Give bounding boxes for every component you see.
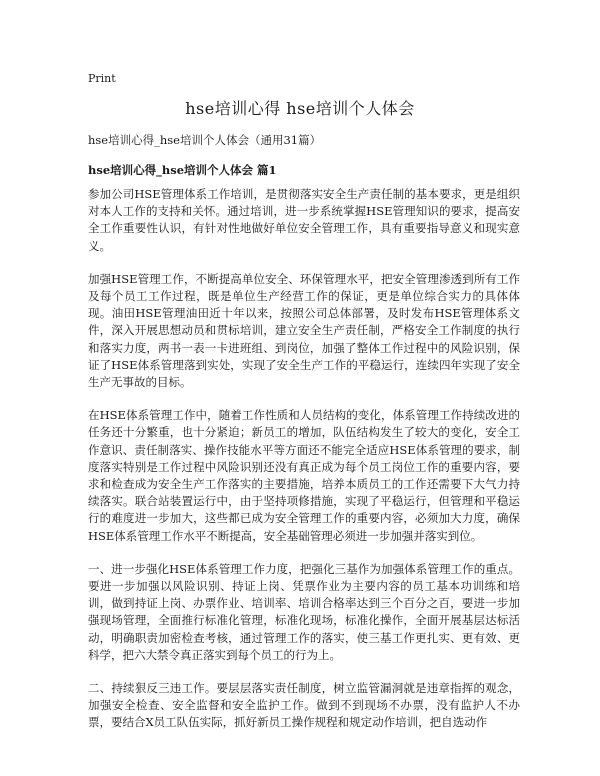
paragraph-1: 参加公司HSE管理体系工作培训，是贯彻落实安全生产责任制的基本要求，更是组织对本人工作的支持和关怀。通过培训，进一步系统掌握HSE管理知识的要求，提高安全工作重要性认识，有针对性地做好单位安全管理工作，具有重要指导意义和现实意义。 [88,187,520,253]
document-body [88,186,520,748]
paragraph-3: 在HSE体系管理工作中，随着工作性质和人员结构的变化，体系管理工作持续改进的任务还十分繁重，也十分紧迫；新员工的增加，队伍结构发生了较大的变化，安全工作意识、责任制落实、操作技能水平等方面还不能完全适应HSE体系管理的要求，制度落实特别是工作过程中风险识别还没有真正成为每个员工岗位工作的重要内容，要求和检查成为安全生产工作落实的主要措施，培养本质员工的工作还需要下大气力持续落实。联合站装置运行中，由于坚持项修措施，实现了平稳运行，但管理和平稳运行的难度进一步加大，这些都已成为安全管理工作的重要内容，必须加大力度，确保HSE体系管理工作水平不断提高，安全基础管理必须进一步加强并落实到位。 [88,408,520,543]
print-link[interactable]: Print [88,72,116,85]
paragraph-5: 二、持续狠反三违工作。要层层落实责任制度，树立监管漏洞就是违章指挥的观念，加强安全检查、安全监督和安全监护工作。做到不到现场不办票，没有监护人不办票，要结合X员工队伍实际，抓好新员工操作规程和规定动作培训，把自选动作 [88,681,520,730]
document-subtitle: hse培训心得_hse培训个人体会（通用31篇） [88,133,322,147]
paragraph-4: 一、进一步强化HSE体系管理工作力度，把强化三基作为加强体系管理工作的重点。要进一步加强以风险识别、持证上岗、凭票作业为主要内容的员工基本功训练和培训，做到持证上岗、办票作业、培训率、培训合格率达到三个百分之百，要进一步加强现场管理，全面推行标准化管理，标准化现场，标准化操作，全面开展基层达标活动，明确职责加密检查考核，通过管理工作的落实，使三基工作更扎实、更有效、更科学，把六大禁令真正落实到每个员工的行为上。 [88,561,520,662]
section-heading: hse培训心得_hse培训个人体会 篇1 [88,163,277,177]
paragraph-2: 加强HSE管理工作，不断提高单位安全、环保管理水平，把安全管理渗透到所有工作及每个员工工作过程，既是单位生产经营工作的保证，更是单位综合实力的具体体现。油田HSE管理油田近十年以来，按照公司总体部署，及时发布HSE管理体系文件，深入开展思想动员和贯标培训，建立安全生产责任制，严格安全工作制度的执行和落实力度，两书一表一卡进班组、到岗位，加强了整体工作过程中的风险识别，保证了HSE体系管理落到实处，实现了安全生产工作的平稳运行，连续四年实现了安全生产无事故的目标。 [88,271,520,390]
document-title: hse培训心得 hse培训个人体会 [185,99,415,118]
